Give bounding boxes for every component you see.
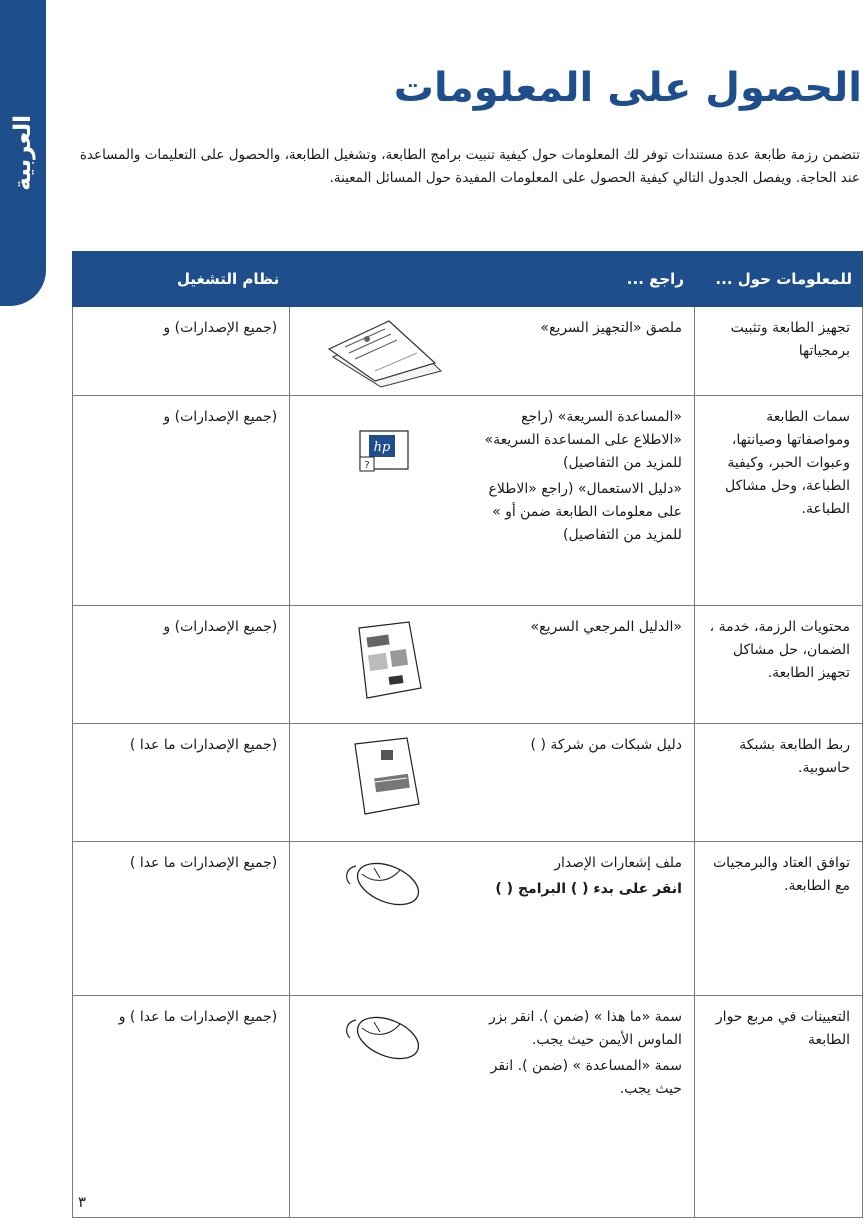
reference-text: انقر على بدء ( ) البرامج ( ) <box>495 881 682 897</box>
reference-text: ملصق «التجهيز السريع» <box>540 320 682 336</box>
info-cell: تجهيز الطابعة وتثبيت برمجياتها <box>694 307 862 396</box>
page-number: ٣ <box>78 1193 87 1211</box>
table-row <box>73 724 863 842</box>
reference-text: دليل شبكات من شركة ( ) <box>530 737 682 753</box>
os-cell: (جميع الإصدارات) و <box>73 606 290 724</box>
os-cell: (جميع الإصدارات ما عدا ) <box>73 724 290 842</box>
hp-help-icon <box>359 430 411 478</box>
table-row <box>73 996 863 1218</box>
svg-text:hp: hp <box>373 440 390 455</box>
table-row <box>73 606 863 724</box>
reference-text: ملف إشعارات الإصدار <box>554 855 682 871</box>
info-cell: ربط الطابعة بشبكة حاسوبية. <box>694 724 862 842</box>
os-cell: (جميع الإصدارات) و <box>73 396 290 606</box>
info-table <box>72 251 863 1218</box>
table-row <box>73 307 863 396</box>
header-os: نظام التشغيل <box>73 252 290 307</box>
info-cell: محتويات الرزمة، خدمة ، الضمان، حل مشاكل تجهيز الطابعة. <box>694 606 862 724</box>
reference-cell <box>290 842 695 996</box>
svg-text:?: ? <box>363 460 370 471</box>
reference-text: «دليل الاستعمال» (راجع «الاطلاع على معلومات الطابعة ضمن أو » للمزيد من التفاصيل) <box>488 481 682 543</box>
reference-cell <box>290 307 695 396</box>
os-cell: (جميع الإصدارات) و <box>73 307 290 396</box>
reference-text: سمة «ما هذا » (ضمن ). انقر بزر الماوس الأيمن حيث يجب. <box>488 1009 682 1048</box>
info-cell: التعيينات في مربع حوار الطابعة <box>694 996 862 1218</box>
table-row <box>73 842 863 996</box>
reference-text: «الدليل المرجعي السريع» <box>530 619 682 635</box>
reference-cell <box>290 724 695 842</box>
quick-reference-booklet-icon <box>345 618 425 702</box>
os-cell: (جميع الإصدارات ما عدا ) و <box>73 996 290 1218</box>
setup-poster-icon <box>325 319 445 389</box>
language-side-tab <box>0 0 46 306</box>
page-title: الحصول على المعلومات <box>393 65 862 111</box>
reference-text: سمة «المساعدة » (ضمن ). انقر حيث يجب. <box>490 1058 682 1097</box>
reference-cell <box>290 396 695 606</box>
os-cell: (جميع الإصدارات ما عدا ) <box>73 842 290 996</box>
language-tab-label: العربية <box>10 115 36 191</box>
info-cell: سمات الطابعة ومواصفاتها وصيانتها، وعبوات الحبر، وكيفية الطباعة، وحل مشاكل الطباعة. <box>694 396 862 606</box>
mouse-icon <box>342 854 428 914</box>
reference-cell <box>290 606 695 724</box>
table-header-row <box>73 252 863 307</box>
intro-paragraph: تتضمن رزمة طابعة عدة مستندات توفر لك المعلومات حول كيفية تنبيت برامج الطابعة، وتشغيل الطابعة، والحصول على التعليمات والمساعدة عند الحاجة. ويفصل الجدول التالي كيفية الحصول على المعلومات المفيدة حول المسائل المعينة. <box>79 147 860 186</box>
reference-text: «المساعدة السريعة» (راجع «الاطلاع على المساعدة السريعة» للمزيد من التفاصيل) <box>484 409 682 471</box>
info-cell: توافق العتاد والبرمجيات مع الطابعة. <box>694 842 862 996</box>
mouse-icon <box>342 1008 428 1068</box>
table-row <box>73 396 863 606</box>
header-info: للمعلومات حول ... <box>694 252 862 307</box>
header-reference: راجع ... <box>290 252 695 307</box>
network-guide-booklet-icon <box>345 736 425 820</box>
reference-cell <box>290 996 695 1218</box>
